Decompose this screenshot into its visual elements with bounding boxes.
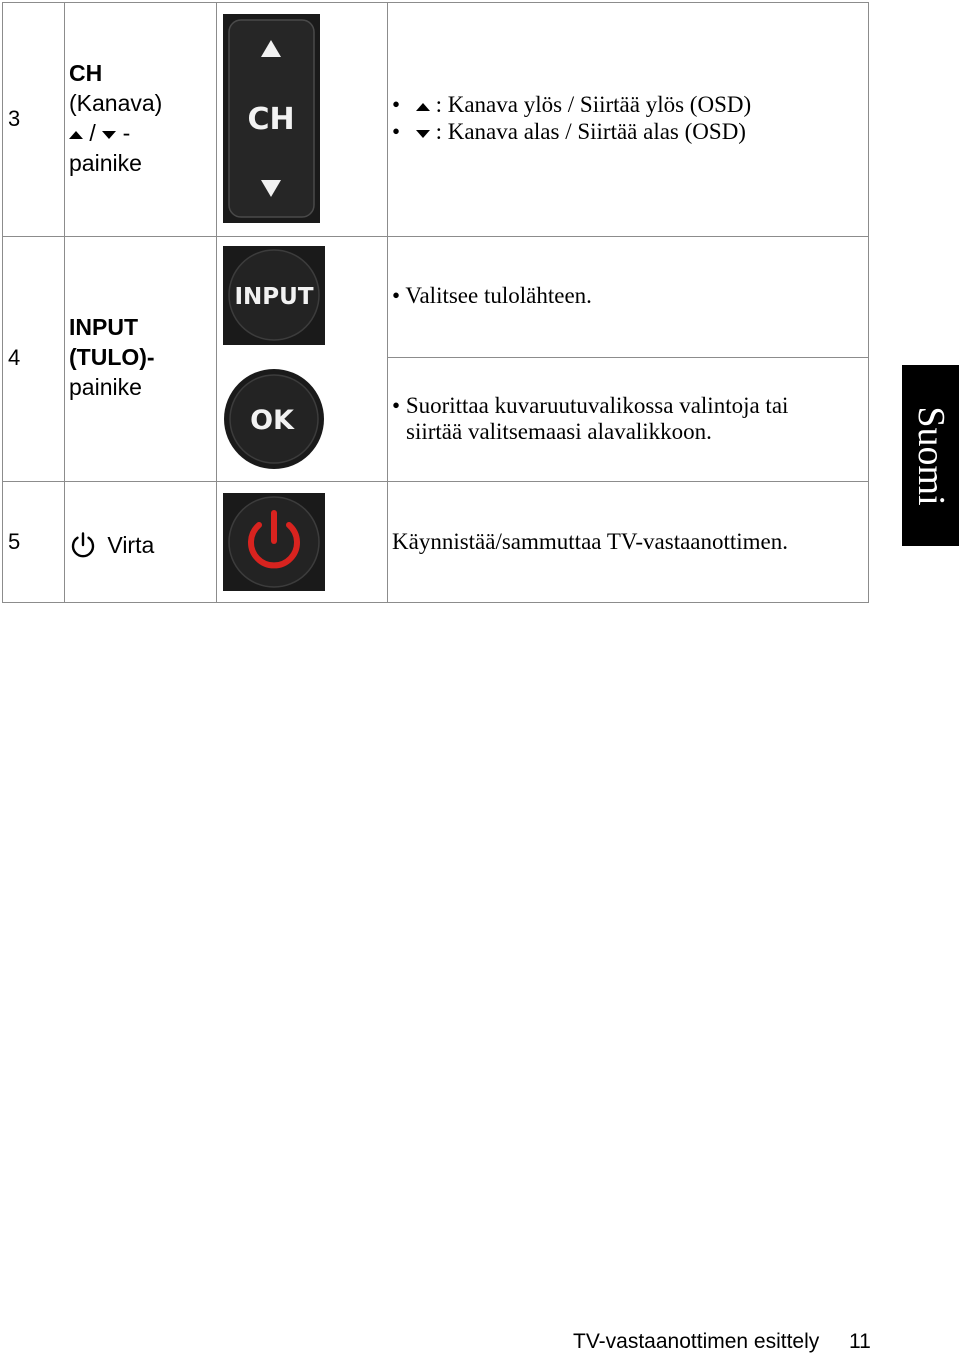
name-line: CH	[69, 60, 103, 86]
desc-ch-down: • : Kanava alas / Siirtää alas (OSD)	[392, 119, 746, 144]
input-button-image	[223, 246, 325, 345]
row-number: 3	[8, 106, 21, 131]
ch-label: CH	[247, 102, 295, 137]
language-label: Suomi	[909, 405, 952, 506]
name-line: (Kanava)	[69, 90, 163, 116]
row-name-input	[69, 312, 155, 402]
input-label: INPUT	[234, 284, 314, 310]
row-number: 4	[8, 345, 21, 370]
ch-rocker-button-image	[223, 14, 320, 223]
power-button-image	[223, 493, 325, 591]
power-label: Virta	[107, 532, 155, 558]
arrow-down-icon	[416, 130, 430, 138]
name-line: INPUT	[69, 314, 138, 340]
desc-power: Käynnistää/sammuttaa TV-vastaanottimen.	[392, 529, 789, 554]
dash: -	[122, 120, 131, 146]
column-divider	[216, 3, 217, 602]
row-divider	[3, 236, 868, 237]
name-line: painike	[69, 374, 142, 400]
name-line: painike	[69, 150, 142, 176]
page-number: 11	[849, 1330, 871, 1353]
column-divider	[387, 3, 388, 602]
footer-title: TV-vastaanottimen esittely	[573, 1330, 820, 1353]
power-icon	[69, 531, 97, 559]
row-divider	[387, 357, 868, 358]
row-name-power	[69, 530, 154, 560]
desc-ch-up: • : Kanava ylös / Siirtää ylös (OSD)	[392, 92, 752, 117]
arrow-down-icon	[102, 131, 116, 139]
desc-ok-line1: • Suorittaa kuvaruutuvalikossa valintoja tai	[392, 393, 789, 418]
language-side-tab	[902, 365, 959, 546]
ok-button-image	[223, 369, 325, 470]
name-line: (TULO)-	[69, 344, 155, 370]
column-divider	[64, 3, 65, 602]
arrow-up-icon	[416, 103, 430, 111]
desc-ok-line2: siirtää valitsemaasi alavalikkoon.	[406, 419, 712, 444]
row-number: 5	[8, 529, 21, 554]
slash: /	[89, 120, 96, 146]
arrow-up-icon	[69, 131, 83, 139]
ok-label: OK	[250, 405, 294, 436]
row-divider	[3, 481, 868, 482]
desc-input: • Valitsee tulolähteen.	[392, 283, 592, 308]
row-name-ch	[69, 58, 162, 178]
name-line-arrows	[69, 118, 162, 148]
